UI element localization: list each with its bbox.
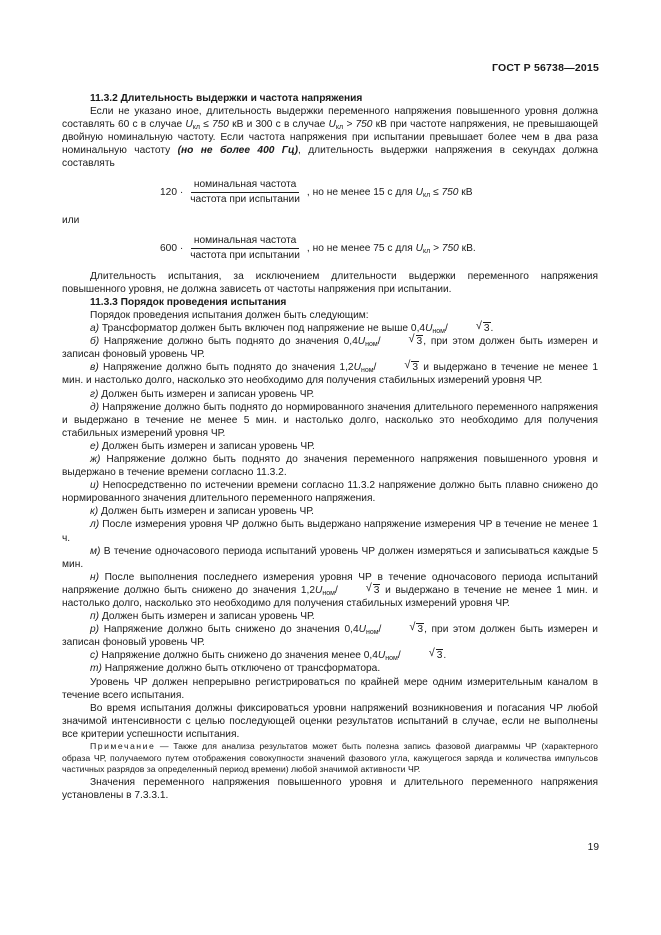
step-g: г) Должен быть измерен и записан уровень ЧР. [90,388,315,400]
paragraph-continuous-recording: Уровень ЧР должен непрерывно регистрироваться по крайней мере одним измерительным каналом в течение всего испытания. [62,676,598,701]
fraction: $\frac{\text{номинальная частота}}{\text{частота при испытании}}$ [190,235,300,262]
step-p: п) Должен быть измерен и записан уровень ЧР. [90,611,315,623]
document-code-header: ГОСТ Р 56738—2015 [491,62,599,74]
page-content [62,92,598,802]
sqrt-symbol: √ 3 [428,647,443,662]
step-b: б) Напряжение должно быть поднято до значения $0,4U_{ном}/$ √ 3, при этом должен быть измерен и записан фоновый уровень ЧР. [62,333,599,361]
step-a: а) Трансформатор должен быть включен под напряжение не выше $0,4U_{ном}/$ √ 3. [90,320,494,336]
section-11-3-3-heading: 11.3.3 Порядок проведения испытания [90,296,287,308]
sqrt-symbol: √ 3 [404,359,419,374]
step-m: м) В течение одночасового периода испытаний уровень ЧР должен измеряться и записываться каждые 5 мин. [62,545,598,570]
paragraph-values: Значения переменного напряжения повышенного уровня и длительного переменного напряжения установлены в 7.3.3.1. [62,776,598,801]
or-word: или [62,214,80,226]
step-t: т) Напряжение должно быть отключено от трансформатора. [90,663,381,675]
step-r: р) Напряжение должно быть снижено до значения $0,4U_{ном}/$ √ 3, при этом должен быть измерен и записан фоновый уровень ЧР. [62,621,598,649]
step-k: к) Должен быть измерен и записан уровень ЧР. [90,506,314,518]
note-label: Примечание [90,741,156,752]
note-text: — Также для анализа результатов может быть полезна запись фазовой диаграммы ЧР (характерного образа ЧР, получаемого путем отображения совокупности значений фазового угла, кажущегося заряда и количества импульсов частичных разрядов за определенный период времени) любой значимой активности ЧР. [62,741,598,775]
page-number: 19 [587,842,599,853]
paragraph-during-test: Во время испытания должны фиксироваться уровни напряжений возникновения и погасания ЧР любой значимой интенсивности с целью последующей оценки результатов испытаний в случае, если не выполнены все критерии успешности испытания. [62,702,598,740]
step-e: е) Должен быть измерен и записан уровень ЧР. [90,440,315,452]
sqrt-symbol: √ 3 [408,333,423,348]
section-11-3-2-heading: 11.3.2 Длительность выдержки и частота напряжения [90,93,363,104]
step-v: в) Напряжение должно быть поднято до значения $1,2U_{ном}/$ √ 3 и выдержано в течение не менее 1 мин. и настолько долго, насколько это необходимо для получения стабильных измерений уровня ЧР. [62,359,599,387]
formula-600: 600 · $\frac{\text{номинальная частота}}{\text{частота при испытании}}$ , но не менее 75 с для $U_{кл} > 750$ кВ. [160,235,476,262]
sqrt-symbol: √ 3 [409,621,424,636]
note [62,741,598,776]
fraction: $\frac{\text{номинальная частота}}{\text{частота при испытании}}$ [190,179,300,206]
step-l: л) После измерения уровня ЧР должно быть выдержано напряжение измерения ЧР в течение не менее 1 ч. [62,519,598,544]
step-zh: ж) Напряжение должно быть поднято до значения переменного напряжения повышенного уровня и выдержано в течение времени согласно 11.3.2. [62,453,598,479]
procedure-intro: Порядок проведения испытания должен быть следующим: [90,309,369,321]
paragraph-test-duration: Длительность испытания, за исключением длительности выдержки переменного напряжения повышенного уровня, не должна зависеть от частоты напряжения при испытании. [62,270,598,295]
paragraph-duration-frequency: Если не указано иное, длительность выдержки переменного напряжения повышенного уровня должна составлять 60 с в случае $U_{кл} \le 750$ кВ и 300 с в случае $U_{кл} > 750$ кВ при частоте напряжения, не превышающей двойную номинальную частоту. Если частота напряжения при испытании превышает более чем в два раза номинальную частоту (но не более 400 Гц), длительность выдержки напряжения в секундах должна составлять [62,106,599,170]
sqrt-symbol: √ 3 [365,581,380,596]
step-s: с) Напряжение должно быть снижено до значения менее $0,4U_{ном}/$ √ 3. [90,647,447,663]
step-i: и) Непосредственно по истечении времени согласно 11.3.2 напряжение должно быть плавно снижено до нормированного значения длительного переменного напряжения. [62,480,598,505]
sqrt-symbol: √ 3 [475,320,490,335]
step-n: н) После выполнения последнего измерения уровня ЧР в течение одночасового периода испытаний напряжение должно быть снижено до значения $1,2U_{ном}/$ √ 3 и выдержано в течение не менее 1 мин. и настолько долго, насколько это необходимо для получения стабильных измерений уровня ЧР. [62,571,599,609]
formula-120: 120 · $\frac{\text{номинальная частота}}{\text{частота при испытании}}$ , но не менее 15 с для $U_{кл} \le 750$ кВ [160,179,473,206]
step-d: д) Напряжение должно быть поднято до нормированного значения длительного переменного напряжения и выдержано в течение не менее 5 мин. и настолько долго, насколько это необходимо для получения стабильных измерений уровня ЧР. [62,401,598,439]
